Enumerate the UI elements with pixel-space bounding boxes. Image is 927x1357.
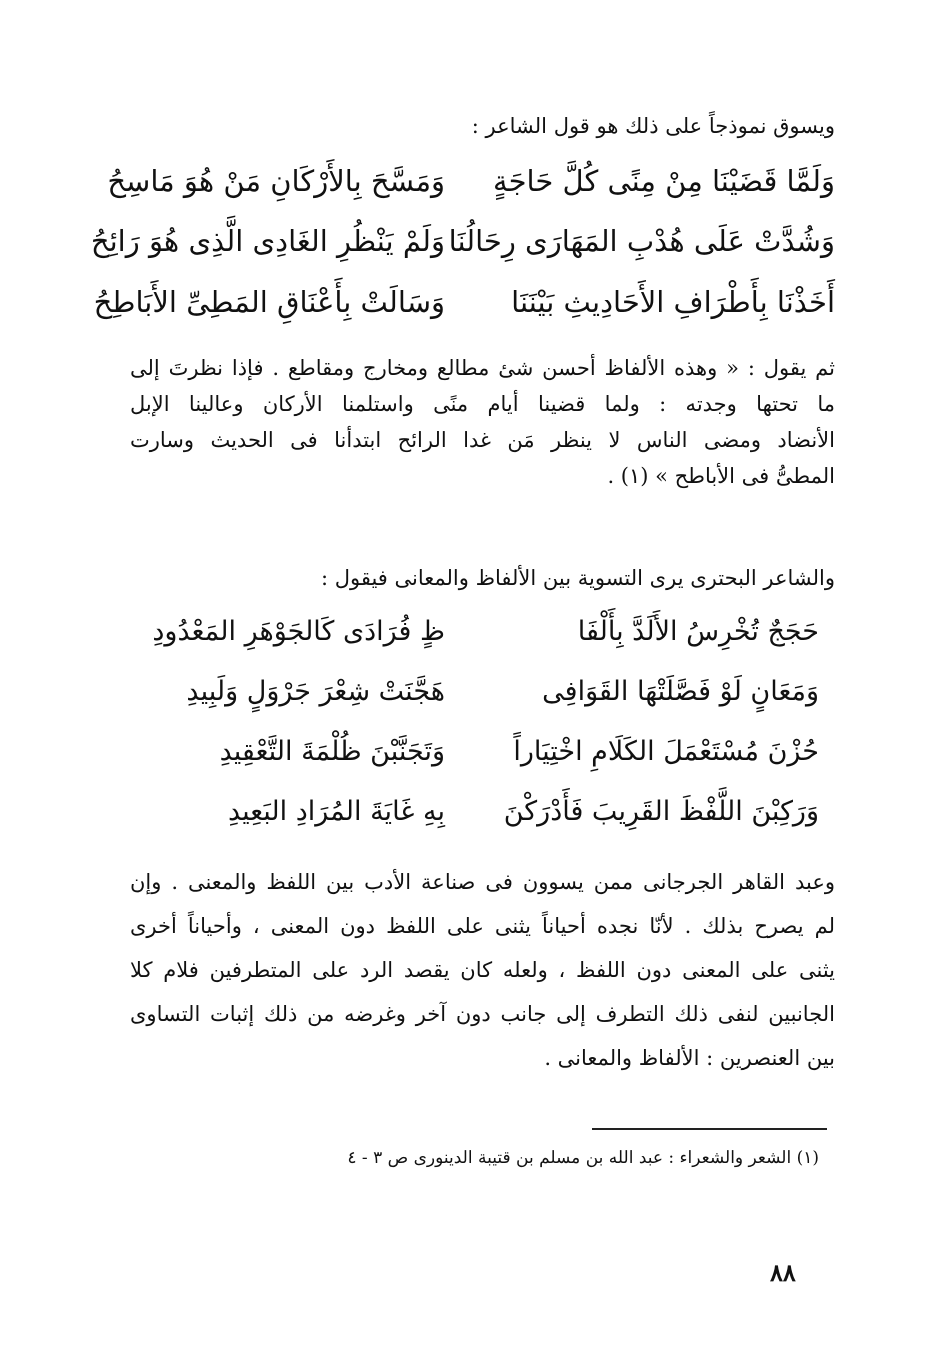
poem2-verse-3-first-hemistich: حُزْنَ مُسْتَعْمَلَ الكَلَامِ اخْتِيَاراً xyxy=(513,736,819,767)
paragraph1-line-1: ثم يقول : « وهذه الألفاظ أحسن شئ مطالع ومخارج ومقاطع . فإذا نظرتَ إلى xyxy=(130,356,835,380)
page-number: ٨٨ xyxy=(770,1258,796,1287)
paragraph2-line-5: بين العنصرين : الألفاظ والمعانى . xyxy=(544,1046,835,1070)
poem1-verse-3-second-hemistich: وَسَالَتْ بِأَعْنَاقِ المَطِىِّ الأَبَاطِحُ xyxy=(93,285,445,319)
poem2-verse-2-second-hemistich: هَجَّنَتْ شِعْرَ جَرْوَلٍ وَلَبِيدِ xyxy=(186,676,445,707)
poem1-verse-2-first-hemistich: وَشُدَّتْ عَلَى هُدْبِ المَهَارَى رِحَالُنَا xyxy=(448,224,835,258)
poem2-verse-4-second-hemistich: بِهِ غَايَةَ المُرَادِ البَعِيدِ xyxy=(227,796,445,827)
paragraph-1 xyxy=(130,350,835,500)
paragraph1-line-4: المطىُّ فى الأباطح » (١) . xyxy=(607,464,835,488)
intro-line-2: والشاعر البحترى يرى التسوية بين الألفاظ والمعانى فيقول : xyxy=(320,566,835,590)
poem1-verse-3-first-hemistich: أَخَذْنَا بِأَطْرَافِ الأَحَادِيثِ بَيْنَنَا xyxy=(511,285,835,319)
poem1-verse-1-first-hemistich: وَلَمَّا قَضَيْنَا مِنْ مِنًى كُلَّ حَاجَةٍ xyxy=(493,164,835,198)
paragraph1-line-2: ما تحتها وجدته : ولما قضينا أيام منًى واستلمنا الأركان وعالينا الإبل xyxy=(130,392,835,416)
paragraph2-line-1: وعبد القاهر الجرجانى ممن يسوون فى صناعة الأدب بين اللفظ والمعنى . وإن xyxy=(130,870,835,894)
poem2-verse-1-first-hemistich: حَجَجٌ تُخْرِسُ الأَلَدَّ بِأَلْفَا xyxy=(577,616,819,647)
paragraph2-line-4: الجانبين لنفى ذلك التطرف إلى جانب دون آخر وغرضه من ذلك إثبات التساوى xyxy=(130,1002,835,1026)
footnote: (١) الشعر والشعراء : عبد الله بن مسلم بن قتيبة الدينورى ص ٣ - ٤ xyxy=(347,1148,819,1168)
paragraph-2 xyxy=(130,860,835,1110)
paragraph1-line-3: الأنضاد ومضى الناس لا ينظر مَن غدا الرائح ابتدأنا فى الحديث وسارت xyxy=(130,428,835,452)
poem2-verse-3-second-hemistich: وَتَجَنَّبْنَ ظُلْمَةَ التَّعْقِيدِ xyxy=(219,736,445,767)
poem1-verse-2-second-hemistich: وَلَمْ يَنْظُرِ الغَادِى الَّذِى هُوَ رَائِحُ xyxy=(90,224,445,258)
poem1-verse-1-second-hemistich: وَمَسَّحَ بِالأَرْكَانِ مَنْ هُوَ مَاسِحُ xyxy=(107,164,445,198)
footnote-separator xyxy=(592,1128,827,1130)
poem2-verse-2-first-hemistich: وَمَعَانٍ لَوْ فَصَّلَتْهَا القَوَافِى xyxy=(542,676,819,707)
poem2-verse-4-first-hemistich: وَرَكِبْنَ اللَّفْظَ القَرِيبَ فَأَدْرَكْنَ xyxy=(503,796,819,827)
paragraph2-line-2: لم يصرح بذلك . لأنّا نجده أحياناً يثنى على اللفظ دون المعنى ، وأحياناً أخرى xyxy=(130,914,835,938)
intro-line: ويسوق نموذجاً على ذلك هو قول الشاعر : xyxy=(471,114,835,138)
paragraph2-line-3: يثنى على المعنى دون اللفظ ، ولعله كان يقصد الرد على المتطرفين فلام كلا xyxy=(130,958,835,982)
poem2-verse-1-second-hemistich: ظٍ فُرَادَى كَالجَوْهَرِ المَعْدُودِ xyxy=(152,616,445,647)
